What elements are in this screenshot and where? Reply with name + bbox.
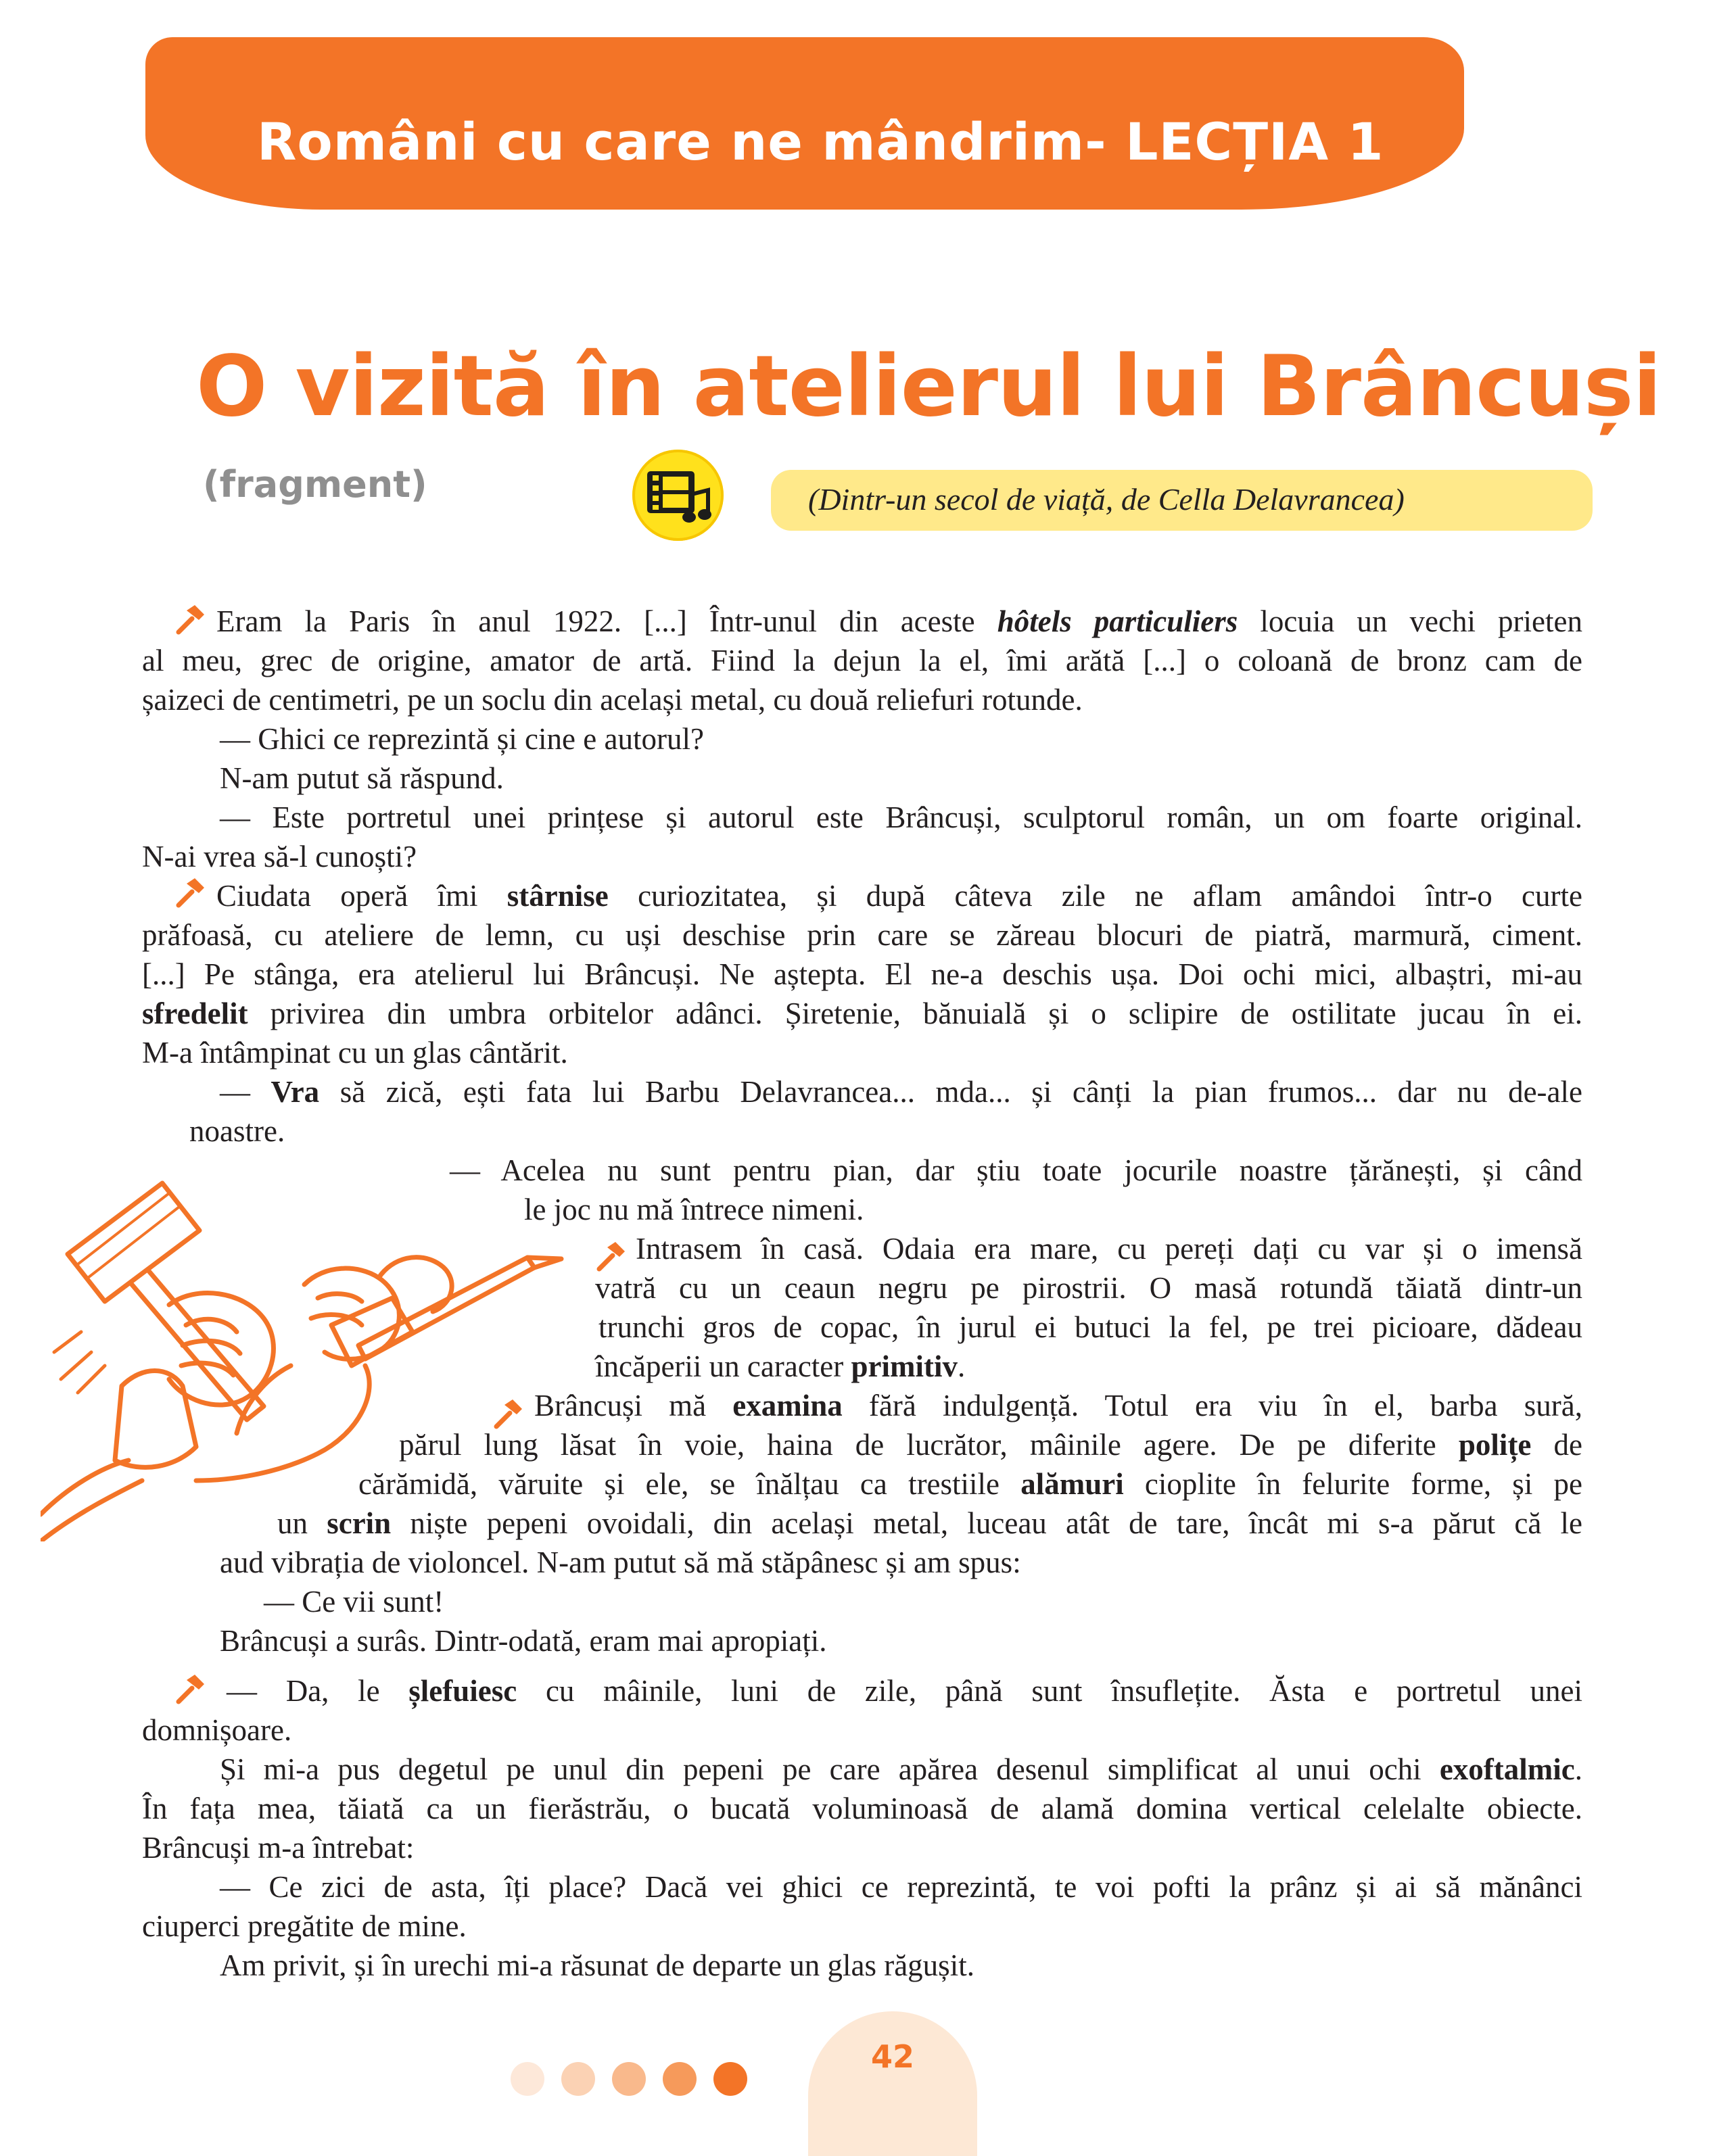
text-line: vatră cu un ceaun negru pe pirostrii. O masă rotundă tăiată dintr-un	[595, 1271, 1582, 1305]
dialogue-line: — Acelea nu sunt pentru pian, dar știu toate jocurile noastre țărănești, și când	[450, 1153, 1582, 1187]
text-line: noastre.	[189, 1114, 285, 1148]
hammer-chisel-illustration	[41, 1163, 568, 1541]
text-line: Ciudata operă îmi stârnise curiozitatea, și după câteva zile ne aflam amândoi într-o curte	[216, 879, 1582, 913]
text-line: șaizeci de centimetri, pe un soclu din același metal, cu două reliefuri rotunde.	[142, 683, 1083, 717]
dot	[612, 2062, 646, 2096]
text-line: aud vibrația de violoncel. N-am putut să mă stăpânesc și am spus:	[220, 1546, 1021, 1579]
dot	[713, 2062, 747, 2096]
text-line: ciuperci pregătite de mine.	[142, 1909, 467, 1943]
text-line: Intrasem în casă. Odaia era mare, cu pereți dați cu var și o imensă	[636, 1232, 1582, 1266]
page-number: 42	[870, 2038, 914, 2075]
text-line: N-am putut să răspund.	[220, 761, 504, 795]
text-line: părul lung lăsat în voie, haina de lucrător, mâinile agere. De pe diferite polițe de	[399, 1428, 1582, 1462]
hammer-icon	[174, 1673, 206, 1704]
text-line: un scrin niște pepeni ovoidali, din același metal, luceau atât de tare, încât mi s-a părut că le	[277, 1506, 1583, 1540]
dot	[561, 2062, 595, 2096]
text-line: prăfoasă, cu ateliere de lemn, cu uși deschise prin care se zăreau blocuri de piatră, marmură, ciment.	[142, 918, 1582, 952]
page-number-tab	[808, 2011, 977, 2156]
dialogue-line: — Ghici ce reprezintă și cine e autorul?	[220, 722, 704, 756]
hammer-icon	[174, 604, 206, 635]
text-line: Eram la Paris în anul 1922. [...] Într-unul din aceste hôtels particuliers locuia un vechi prieten	[216, 604, 1582, 638]
text-line: sfredelit privirea din umbra orbitelor adânci. Șiretenie, bănuială și o sclipire de ostilitate jucau în ei.	[142, 997, 1582, 1030]
lesson-banner-title: Români cu care ne mândrim- LECȚIA 1	[257, 112, 1384, 172]
text-line: al meu, grec de origine, amator de artă. Fiind la dejun la el, îmi arătă [...] o coloană de bronz cam de	[142, 644, 1582, 677]
dot	[663, 2062, 697, 2096]
dialogue-line: — Da, le șlefuiesc cu mâinile, luni de zile, până sunt însuflețite. Ăsta e portretul unei	[227, 1674, 1582, 1708]
film-music-icon[interactable]	[632, 450, 724, 541]
source-citation	[808, 481, 1405, 517]
source-author: de Cella Delavrancea)	[1121, 482, 1405, 517]
source-book: (Dintr-un secol de viață,	[808, 482, 1121, 517]
dialogue-line: — Este portretul unei prințese și autorul este Brâncuși, sculptorul român, un om foarte original.	[220, 800, 1582, 834]
dialogue-line: — Ce zici de asta, îți place? Dacă vei ghici ce reprezintă, te voi pofti la prânz și ai să mănânci	[220, 1870, 1582, 1904]
hammer-icon	[174, 877, 206, 908]
page-dots	[511, 2062, 754, 2096]
text-line: cărămidă, văruite și ele, se înălțau ca trestiile alămuri cioplite în felurite forme, și pe	[358, 1467, 1582, 1501]
text-line: M-a întâmpinat cu un glas cântărit.	[142, 1036, 568, 1070]
text-line: domnișoare.	[142, 1713, 292, 1747]
text-line: Brâncuși mă examina fără indulgență. Totul era viu în el, barba sură,	[534, 1389, 1582, 1422]
text-line: Am privit, și în urechi mi-a răsunat de departe un glas răgușit.	[220, 1948, 974, 1982]
text-line: În fața mea, tăiată ca un fierăstrău, o bucată voluminoasă de alamă domina vertical celelalte obiecte.	[142, 1792, 1582, 1825]
text-line: N-ai vrea să-l cunoști?	[142, 840, 417, 873]
dot	[511, 2062, 544, 2096]
text-line: trunchi gros de copac, în jurul ei butuci la fel, pe trei picioare, dădeau	[598, 1310, 1582, 1344]
text-line: Brâncuși m-a întrebat:	[142, 1831, 415, 1865]
text-line: Și mi-a pus degetul pe unul din pepeni pe care apărea desenul simplificat al unui ochi exoftalmic.	[220, 1752, 1582, 1786]
text-line: le joc nu mă întrece nimeni.	[524, 1193, 864, 1226]
text-line: [...] Pe stânga, era atelierul lui Brâncuși. Ne aștepta. El ne-a deschis ușa. Doi ochi mici, albaștri, mi-au	[142, 957, 1582, 991]
page-title: O vizită în atelierul lui Brâncuși	[196, 338, 1662, 435]
hammer-icon	[595, 1241, 626, 1272]
text-line: încăperii un caracter primitiv.	[595, 1349, 966, 1383]
text-line: Brâncuși a surâs. Dintr-odată, eram mai apropiați.	[220, 1624, 827, 1658]
dialogue-line: — Ce vii sunt!	[264, 1585, 444, 1619]
dialogue-line: — Vra să zică, ești fata lui Barbu Delavrancea... mda... și cânți la pian frumos... dar nu de-ale	[220, 1075, 1582, 1109]
page-subtitle: (fragment)	[203, 463, 427, 506]
